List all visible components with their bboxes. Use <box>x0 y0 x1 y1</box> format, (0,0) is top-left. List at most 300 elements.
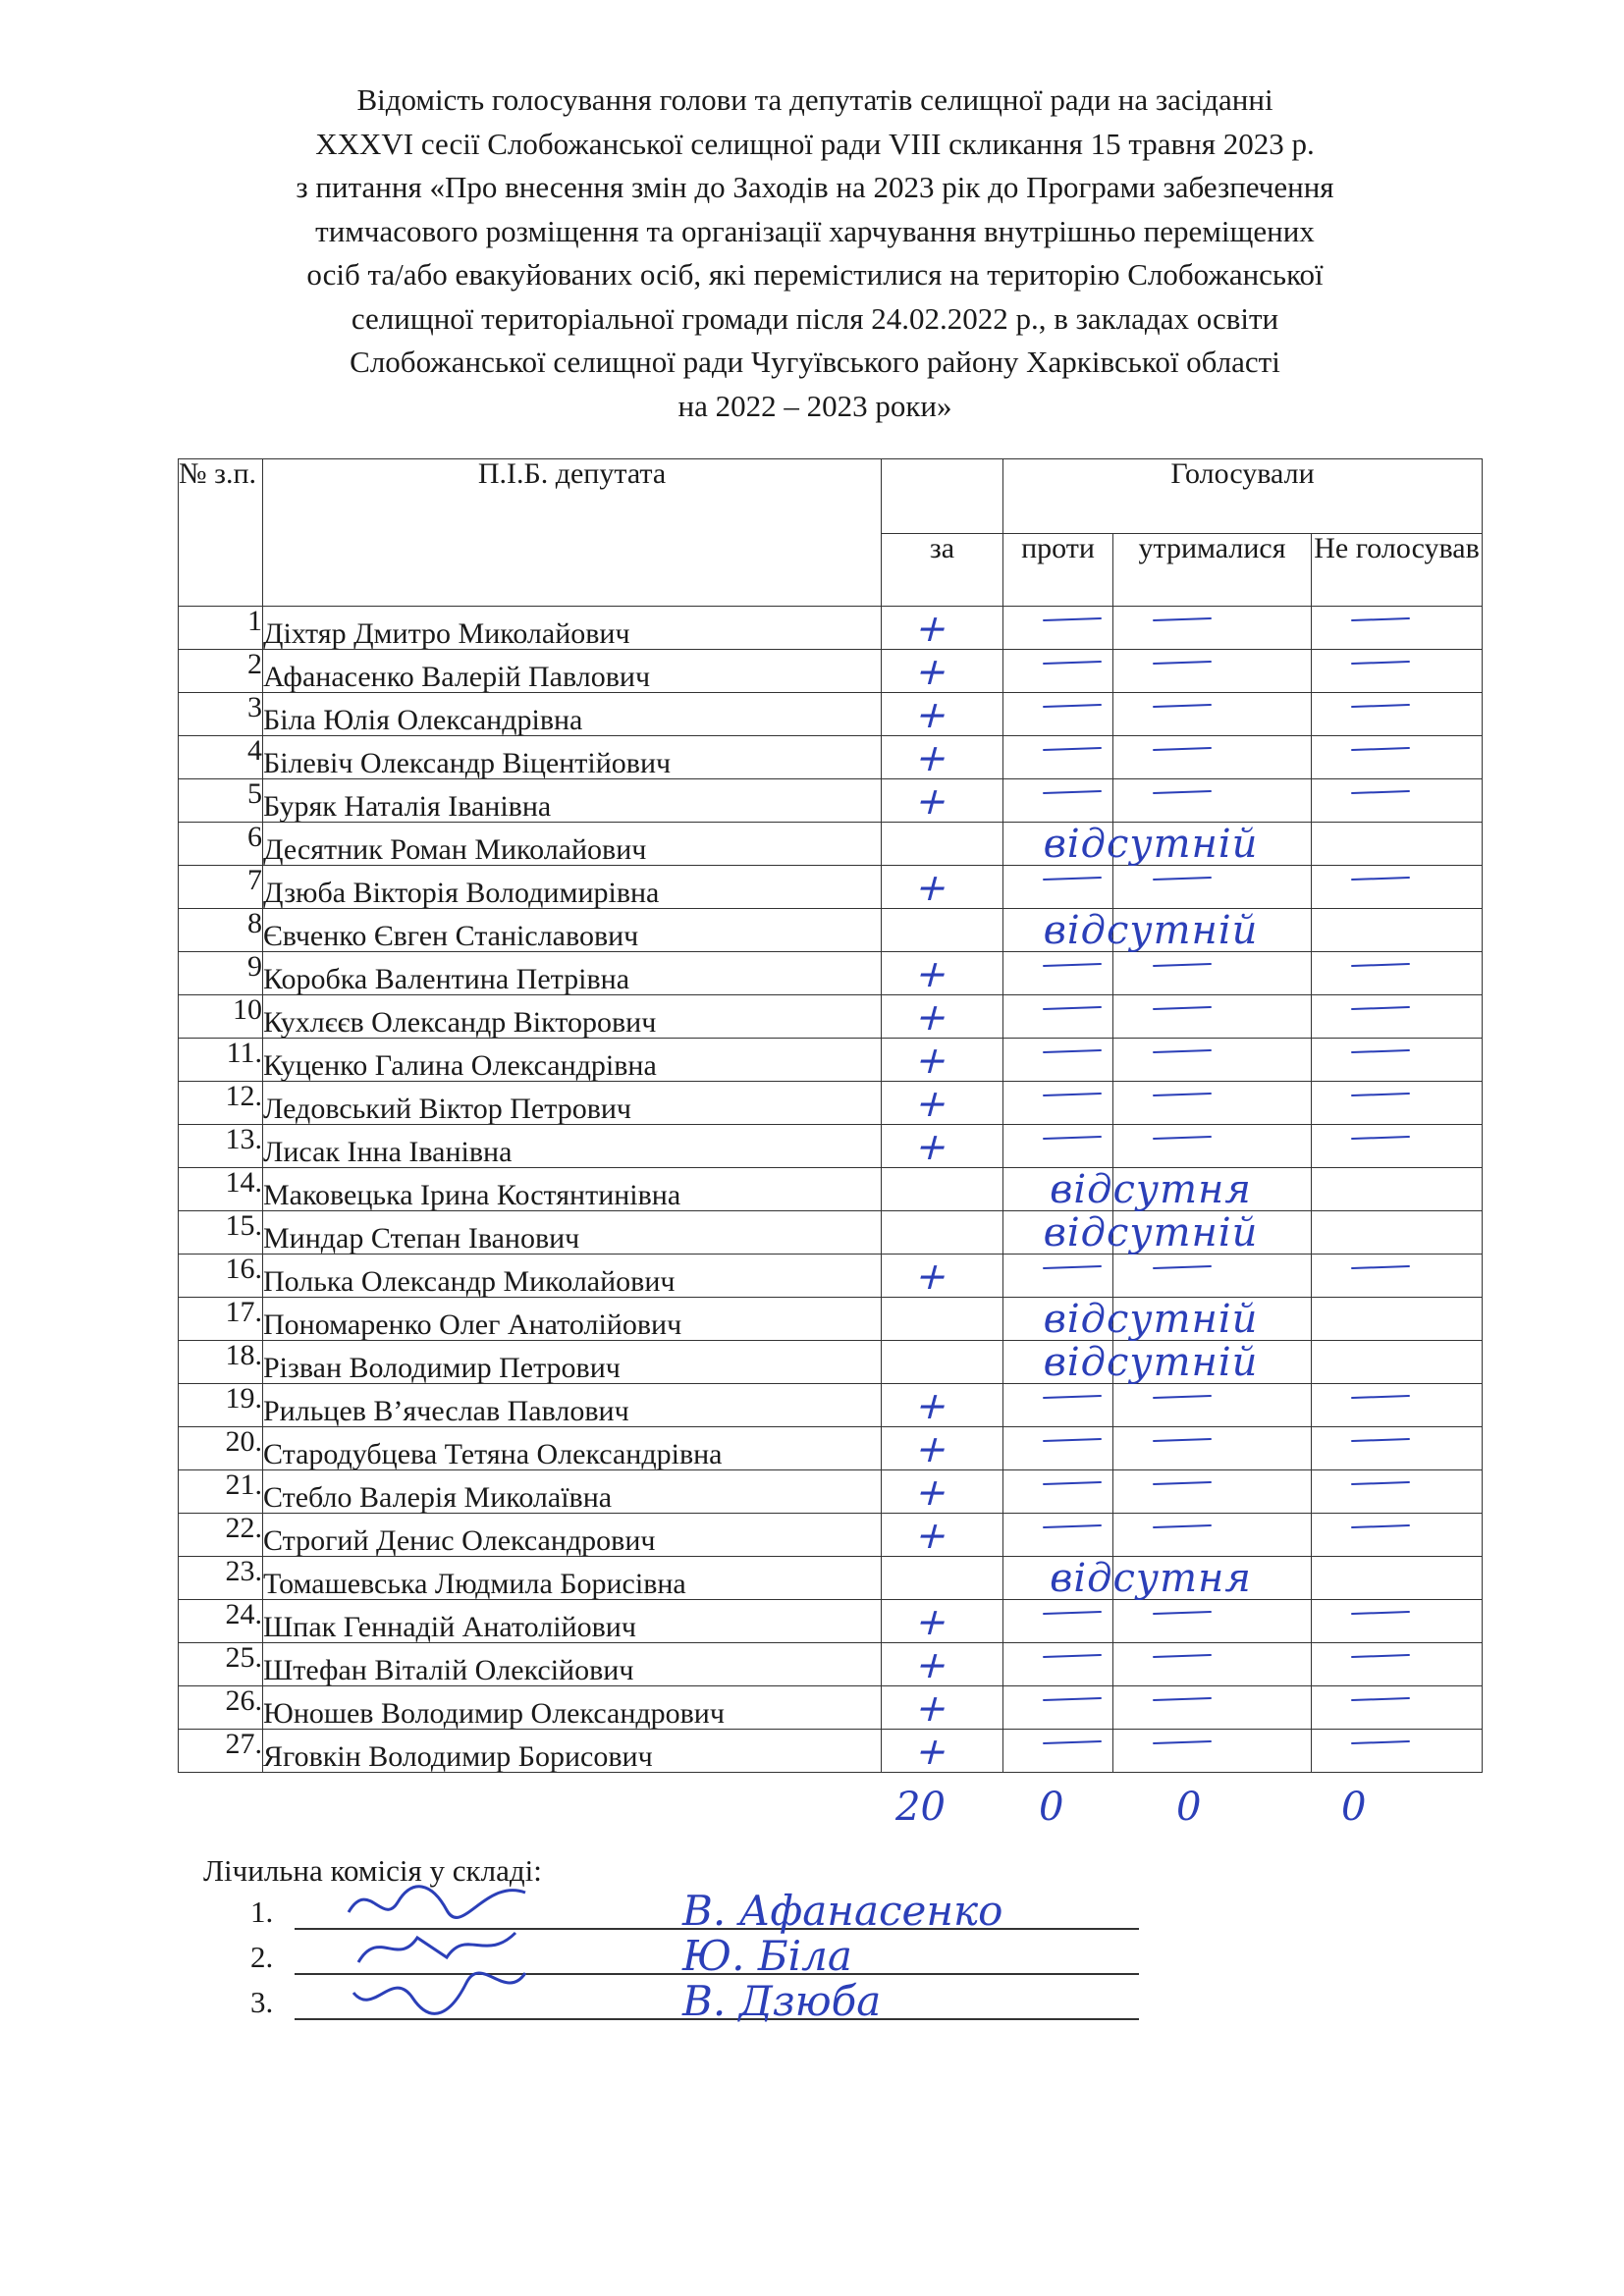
row-number: 27. <box>179 1730 263 1773</box>
vote-abstained-cell <box>1113 1168 1312 1211</box>
row-number: 9 <box>179 952 263 995</box>
dash-mark <box>1153 1654 1212 1658</box>
vote-against-cell <box>1003 1125 1113 1168</box>
vote-not-voted-cell <box>1312 1557 1483 1600</box>
vote-against-cell <box>1003 866 1113 909</box>
vote-not-voted-cell <box>1312 779 1483 823</box>
vote-not-voted-cell <box>1312 650 1483 693</box>
table-row <box>179 995 1483 1039</box>
table-row <box>179 1125 1483 1168</box>
row-number: 5 <box>179 779 263 823</box>
vote-for-cell <box>882 693 1003 736</box>
plus-mark: + <box>911 1255 954 1298</box>
dash-mark <box>1153 1611 1212 1615</box>
vote-abstained-cell <box>1113 1039 1312 1082</box>
vote-abstained-cell <box>1113 650 1312 693</box>
dash-mark <box>1043 1006 1102 1010</box>
table-row <box>179 1557 1483 1600</box>
vote-against-cell <box>1003 1643 1113 1686</box>
table-row <box>179 607 1483 650</box>
dash-mark <box>1153 617 1212 621</box>
vote-against-cell <box>1003 650 1113 693</box>
deputy-name: Шпак Геннадій Анатолійович <box>263 1600 882 1643</box>
total-against: 0 <box>1039 1785 1064 1830</box>
vote-not-voted-cell <box>1312 909 1483 952</box>
member-name: Ю. Біла <box>682 1932 852 1980</box>
dash-mark <box>1043 877 1102 881</box>
plus-mark: + <box>911 1643 954 1686</box>
dash-mark <box>1043 1136 1102 1140</box>
vote-not-voted-cell <box>1312 952 1483 995</box>
vote-not-voted-cell <box>1312 1082 1483 1125</box>
table-row <box>179 1211 1483 1255</box>
dash-mark <box>1043 1611 1102 1615</box>
header-voted: Голосували <box>1003 459 1483 534</box>
vote-not-voted-cell <box>1312 1730 1483 1773</box>
title-line: XXXVI сесії Слобожанської селищної ради VIII скликання 15 травня 2023 р. <box>315 126 1315 161</box>
vote-abstained-cell <box>1113 1298 1312 1341</box>
plus-mark: + <box>911 1082 954 1125</box>
dash-mark <box>1153 1395 1212 1399</box>
absent-note: відсутній <box>1043 1297 1259 1342</box>
vote-against-cell <box>1003 1470 1113 1514</box>
dash-mark <box>1043 747 1102 751</box>
table-row <box>179 1514 1483 1557</box>
table-body <box>179 607 1483 1773</box>
vote-against-cell <box>1003 1730 1113 1773</box>
deputy-name: Миндар Степан Іванович <box>263 1211 882 1255</box>
vote-abstained-cell <box>1113 779 1312 823</box>
row-number: 11. <box>179 1039 263 1082</box>
vote-not-voted-cell <box>1312 1341 1483 1384</box>
dash-mark <box>1153 790 1212 794</box>
total-not-voted: 0 <box>1341 1785 1367 1830</box>
vote-against-cell <box>1003 607 1113 650</box>
commission-member <box>250 1887 1003 1935</box>
plus-mark: + <box>911 1039 954 1082</box>
deputy-name: Стебло Валерія Миколаївна <box>263 1470 882 1514</box>
vote-not-voted-cell <box>1312 1255 1483 1298</box>
vote-abstained-cell <box>1113 1211 1312 1255</box>
vote-not-voted-cell <box>1312 1600 1483 1643</box>
deputy-name: Лисак Інна Іванівна <box>263 1125 882 1168</box>
dash-mark <box>1153 963 1212 967</box>
commission-member <box>250 1977 882 2025</box>
absent-note: відсутній <box>1043 908 1259 953</box>
row-number: 21. <box>179 1470 263 1514</box>
member-name: В. Дзюба <box>682 1977 882 2025</box>
dash-mark <box>1153 1524 1212 1528</box>
dash-mark <box>1153 661 1212 665</box>
dash-mark <box>1351 617 1410 621</box>
dash-mark <box>1351 1611 1410 1615</box>
dash-mark <box>1043 1524 1102 1528</box>
vote-against-cell <box>1003 1210 1259 1255</box>
dash-mark <box>1351 1740 1410 1744</box>
dash-mark <box>1351 661 1410 665</box>
vote-against-cell <box>1003 1039 1113 1082</box>
header-deputy-name: П.І.Б. депутата <box>263 459 882 607</box>
row-number: 8 <box>179 909 263 952</box>
dash-mark <box>1153 1697 1212 1701</box>
dash-mark <box>1153 1265 1212 1269</box>
dash-mark <box>1351 1438 1410 1442</box>
table-row <box>179 1427 1483 1470</box>
dash-mark <box>1043 1395 1102 1399</box>
vote-abstained-cell <box>1113 1255 1312 1298</box>
vote-abstained-cell <box>1113 1686 1312 1730</box>
plus-mark: + <box>911 736 954 779</box>
dash-mark <box>1351 704 1410 708</box>
table-row <box>179 1082 1483 1125</box>
vote-against-cell <box>1003 952 1113 995</box>
dash-mark <box>1351 1006 1410 1010</box>
deputy-name: Строгий Денис Олександрович <box>263 1514 882 1557</box>
vote-abstained-cell <box>1113 607 1312 650</box>
dash-mark <box>1153 1006 1212 1010</box>
deputy-name: Біла Юлія Олександрівна <box>263 693 882 736</box>
table-row <box>179 1600 1483 1643</box>
absent-note: відсутня <box>1050 1556 1252 1601</box>
vote-not-voted-cell <box>1312 1039 1483 1082</box>
vote-for-cell <box>882 952 1003 995</box>
dash-mark <box>1153 747 1212 751</box>
vote-for-cell <box>882 1470 1003 1514</box>
deputy-name: Десятник Роман Миколайович <box>263 823 882 866</box>
row-number: 17. <box>179 1298 263 1341</box>
vote-not-voted-cell <box>1312 1514 1483 1557</box>
vote-against-cell <box>1003 908 1259 953</box>
deputy-name: Коробка Валентина Петрівна <box>263 952 882 995</box>
vote-against-cell <box>1003 1082 1113 1125</box>
dash-mark <box>1351 747 1410 751</box>
vote-for-cell <box>882 1125 1003 1168</box>
vote-abstained-cell <box>1113 1384 1312 1427</box>
table-row <box>179 1643 1483 1686</box>
row-number: 2 <box>179 650 263 693</box>
dash-mark <box>1043 661 1102 665</box>
deputy-name: Рильцев В’ячеслав Павлович <box>263 1384 882 1427</box>
plus-mark: + <box>911 952 954 995</box>
dash-mark <box>1153 877 1212 881</box>
row-number: 20. <box>179 1427 263 1470</box>
dash-mark <box>1153 1481 1212 1485</box>
header-for: за <box>882 534 1003 607</box>
vote-against-cell <box>1003 693 1113 736</box>
table-row <box>179 823 1483 866</box>
deputy-name: Стародубцева Тетяна Олександрівна <box>263 1427 882 1470</box>
dash-mark <box>1351 1136 1410 1140</box>
vote-for-cell <box>882 1730 1003 1773</box>
dash-mark <box>1043 1438 1102 1442</box>
dash-mark <box>1351 1049 1410 1053</box>
plus-mark: + <box>911 1125 954 1168</box>
vote-abstained-cell <box>1113 1557 1312 1600</box>
vote-abstained-cell <box>1113 1427 1312 1470</box>
title-line: осіб та/або евакуйованих осіб, які перемістилися на територію Слобожанської <box>306 257 1324 292</box>
vote-for-cell <box>882 1082 1003 1125</box>
vote-for-cell <box>882 1384 1003 1427</box>
plus-mark: + <box>911 1600 954 1643</box>
dash-mark <box>1351 877 1410 881</box>
dash-mark <box>1043 1654 1102 1658</box>
vote-abstained-cell <box>1113 952 1312 995</box>
dash-mark <box>1153 1740 1212 1744</box>
vote-for-cell <box>882 1427 1003 1470</box>
vote-for-cell <box>882 909 1003 952</box>
dash-mark <box>1043 617 1102 621</box>
dash-mark <box>1153 1438 1212 1442</box>
row-number: 15. <box>179 1211 263 1255</box>
vote-against-cell <box>1003 1556 1252 1601</box>
vote-for-cell <box>882 1686 1003 1730</box>
vote-abstained-cell <box>1113 1730 1312 1773</box>
vote-not-voted-cell <box>1312 607 1483 650</box>
row-number: 16. <box>179 1255 263 1298</box>
table-row <box>179 952 1483 995</box>
vote-not-voted-cell <box>1312 1211 1483 1255</box>
vote-for-cell <box>882 1341 1003 1384</box>
row-number: 19. <box>179 1384 263 1427</box>
absent-note: відсутня <box>1050 1167 1252 1212</box>
deputy-name: Кухлєєв Олександр Вікторович <box>263 995 882 1039</box>
plus-mark: + <box>911 607 954 650</box>
dash-mark <box>1351 790 1410 794</box>
plus-mark: + <box>911 1514 954 1557</box>
row-number: 1 <box>179 607 263 650</box>
plus-mark: + <box>911 1470 954 1514</box>
member-index: 3. <box>250 1985 274 2019</box>
vote-for-cell <box>882 1168 1003 1211</box>
deputy-name: Різван Володимир Петрович <box>263 1341 882 1384</box>
vote-abstained-cell <box>1113 1514 1312 1557</box>
vote-for-cell <box>882 1643 1003 1686</box>
vote-not-voted-cell <box>1312 823 1483 866</box>
dash-mark <box>1351 1265 1410 1269</box>
row-number: 7 <box>179 866 263 909</box>
vote-abstained-cell <box>1113 1643 1312 1686</box>
header-blank <box>882 459 1003 534</box>
plus-mark: + <box>911 779 954 823</box>
dash-mark <box>1153 1136 1212 1140</box>
vote-against-cell <box>1003 1600 1113 1643</box>
table-row <box>179 1470 1483 1514</box>
table-row <box>179 1168 1483 1211</box>
vote-not-voted-cell <box>1312 1384 1483 1427</box>
total-for: 20 <box>895 1785 946 1830</box>
vote-for-cell <box>882 1557 1003 1600</box>
vote-not-voted-cell <box>1312 1470 1483 1514</box>
deputy-name: Полька Олександр Миколайович <box>263 1255 882 1298</box>
vote-for-cell <box>882 1255 1003 1298</box>
vote-against-cell <box>1003 779 1113 823</box>
plus-mark: + <box>911 693 954 736</box>
plus-mark: + <box>911 866 954 909</box>
dash-mark <box>1153 1049 1212 1053</box>
row-number: 25. <box>179 1643 263 1686</box>
row-number: 14. <box>179 1168 263 1211</box>
dash-mark <box>1043 790 1102 794</box>
deputy-name: Білевіч Олександр Віцентійович <box>263 736 882 779</box>
member-index: 1. <box>250 1895 274 1929</box>
dash-mark <box>1043 1093 1102 1096</box>
table-row <box>179 779 1483 823</box>
table-row <box>179 1341 1483 1384</box>
deputy-name: Ледовський Віктор Петрович <box>263 1082 882 1125</box>
vote-abstained-cell <box>1113 1341 1312 1384</box>
vote-against-cell <box>1003 1297 1259 1342</box>
vote-abstained-cell <box>1113 823 1312 866</box>
deputy-name: Маковецька Ірина Костянтинівна <box>263 1168 882 1211</box>
dash-mark <box>1351 963 1410 967</box>
title-line: селищної територіальної громади після 24.02.2022 р., в закладах освіти <box>351 300 1279 336</box>
vote-for-cell <box>882 1039 1003 1082</box>
signature-mark <box>339 1963 535 2022</box>
vote-not-voted-cell <box>1312 866 1483 909</box>
vote-abstained-cell <box>1113 866 1312 909</box>
vote-against-cell <box>1003 1514 1113 1557</box>
document-title <box>147 79 1483 428</box>
dash-mark <box>1043 1740 1102 1744</box>
vote-against-cell <box>1003 1384 1113 1427</box>
table-row <box>179 1255 1483 1298</box>
table-row <box>179 1686 1483 1730</box>
dash-mark <box>1043 963 1102 967</box>
title-line: Відомість голосування голови та депутатів селищної ради на засіданні <box>356 82 1273 117</box>
vote-against-cell <box>1003 995 1113 1039</box>
plus-mark: + <box>911 1427 954 1470</box>
commission-member <box>250 1932 852 1980</box>
vote-abstained-cell <box>1113 1125 1312 1168</box>
vote-not-voted-cell <box>1312 1125 1483 1168</box>
vote-abstained-cell <box>1113 736 1312 779</box>
member-name: В. Афанасенко <box>682 1887 1003 1935</box>
vote-for-cell <box>882 1600 1003 1643</box>
row-number: 3 <box>179 693 263 736</box>
vote-against-cell <box>1003 822 1259 867</box>
deputy-name: Євченко Євген Станіславович <box>263 909 882 952</box>
table-row <box>179 1730 1483 1773</box>
vote-for-cell <box>882 1298 1003 1341</box>
absent-note: відсутній <box>1043 822 1259 867</box>
title-line: Слобожанської селищної ради Чугуївського району Харківської області <box>350 345 1280 379</box>
row-number: 23. <box>179 1557 263 1600</box>
title-line: тимчасового розміщення та організації харчування внутрішньо переміщених <box>315 213 1315 248</box>
table-row <box>179 1384 1483 1427</box>
dash-mark <box>1351 1481 1410 1485</box>
table-row <box>179 650 1483 693</box>
vote-against-cell <box>1003 1340 1259 1385</box>
table-row <box>179 693 1483 736</box>
deputy-name: Штефан Віталій Олексійович <box>263 1643 882 1686</box>
vote-not-voted-cell <box>1312 1298 1483 1341</box>
vote-not-voted-cell <box>1312 693 1483 736</box>
row-number: 12. <box>179 1082 263 1125</box>
vote-abstained-cell <box>1113 693 1312 736</box>
dash-mark <box>1043 1697 1102 1701</box>
header-number: № з.п. <box>179 459 263 607</box>
plus-mark: + <box>911 1384 954 1427</box>
absent-note: відсутній <box>1043 1340 1259 1385</box>
vote-for-cell <box>882 1514 1003 1557</box>
vote-for-cell <box>882 995 1003 1039</box>
row-number: 13. <box>179 1125 263 1168</box>
vote-against-cell <box>1003 1167 1252 1212</box>
vote-abstained-cell <box>1113 1600 1312 1643</box>
vote-for-cell <box>882 1211 1003 1255</box>
vote-against-cell <box>1003 736 1113 779</box>
dash-mark <box>1043 704 1102 708</box>
row-number: 24. <box>179 1600 263 1643</box>
table-row <box>179 1039 1483 1082</box>
header-abstained: утрималися <box>1113 534 1312 607</box>
vote-for-cell <box>882 823 1003 866</box>
deputy-name: Яговкін Володимир Борисович <box>263 1730 882 1773</box>
absent-note: відсутній <box>1043 1210 1259 1255</box>
table-row <box>179 736 1483 779</box>
title-line: з питання «Про внесення змін до Заходів на 2023 рік до Програми забезпечення <box>296 170 1334 204</box>
row-number: 6 <box>179 823 263 866</box>
dash-mark <box>1043 1049 1102 1053</box>
row-number: 10 <box>179 995 263 1039</box>
vote-abstained-cell <box>1113 909 1312 952</box>
vote-against-cell <box>1003 1427 1113 1470</box>
vote-not-voted-cell <box>1312 736 1483 779</box>
vote-for-cell <box>882 607 1003 650</box>
vote-for-cell <box>882 866 1003 909</box>
plus-mark: + <box>911 650 954 693</box>
table-row <box>179 1298 1483 1341</box>
vote-not-voted-cell <box>1312 1686 1483 1730</box>
dash-mark <box>1153 704 1212 708</box>
member-index: 2. <box>250 1940 274 1974</box>
row-number: 26. <box>179 1686 263 1730</box>
deputy-name: Томашевська Людмила Борисівна <box>263 1557 882 1600</box>
commission-label: Лічильна комісія у складі: <box>203 1853 542 1888</box>
vote-against-cell <box>1003 1255 1113 1298</box>
dash-mark <box>1043 1481 1102 1485</box>
deputy-name: Афанасенко Валерій Павлович <box>263 650 882 693</box>
dash-mark <box>1351 1395 1410 1399</box>
vote-for-cell <box>882 779 1003 823</box>
vote-not-voted-cell <box>1312 1168 1483 1211</box>
table-row <box>179 909 1483 952</box>
vote-abstained-cell <box>1113 1082 1312 1125</box>
deputy-name: Пономаренко Олег Анатолійович <box>263 1298 882 1341</box>
deputy-name: Дзюба Вікторія Володимирівна <box>263 866 882 909</box>
header-not-voted: Не голосував <box>1312 534 1483 607</box>
deputy-name: Діхтяр Дмитро Миколайович <box>263 607 882 650</box>
dash-mark <box>1351 1654 1410 1658</box>
vote-for-cell <box>882 650 1003 693</box>
row-number: 4 <box>179 736 263 779</box>
plus-mark: + <box>911 995 954 1039</box>
deputy-name: Куценко Галина Олександрівна <box>263 1039 882 1082</box>
row-number: 18. <box>179 1341 263 1384</box>
dash-mark <box>1153 1093 1212 1096</box>
vote-abstained-cell <box>1113 1470 1312 1514</box>
vote-for-cell <box>882 736 1003 779</box>
vote-not-voted-cell <box>1312 1643 1483 1686</box>
vote-abstained-cell <box>1113 995 1312 1039</box>
row-number: 22. <box>179 1514 263 1557</box>
deputy-name: Юношев Володимир Олександрович <box>263 1686 882 1730</box>
totals-row <box>0 1785 1624 1843</box>
vote-not-voted-cell <box>1312 995 1483 1039</box>
plus-mark: + <box>911 1686 954 1730</box>
total-abstained: 0 <box>1176 1785 1202 1830</box>
vote-not-voted-cell <box>1312 1427 1483 1470</box>
